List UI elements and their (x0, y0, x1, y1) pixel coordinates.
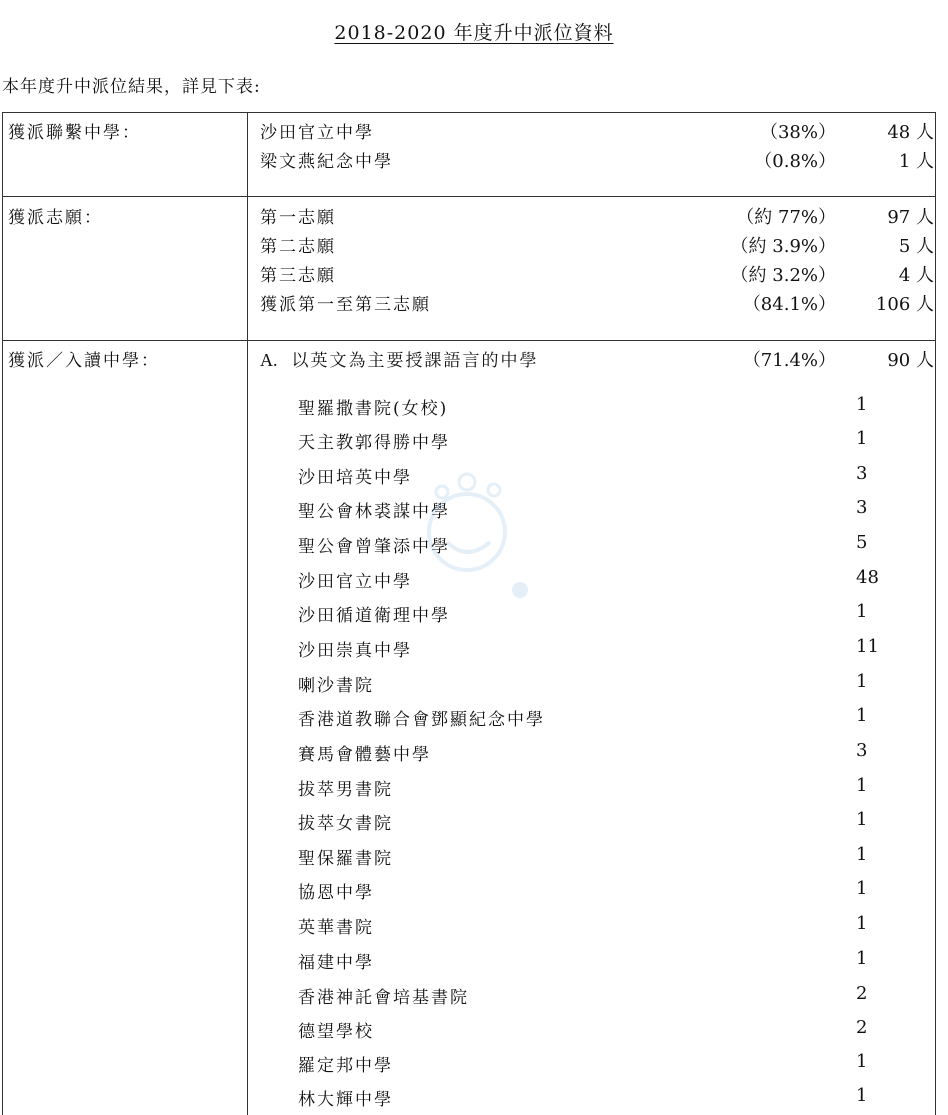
school-count: 1 (856, 394, 868, 415)
school-name: 拔萃男書院 (298, 780, 393, 800)
school-count: 1 (856, 913, 868, 934)
school-count: 1 (856, 809, 868, 830)
linked-school-count: 48 人 (887, 122, 934, 143)
choice-count: 97 人 (887, 207, 934, 228)
linked-school-count: 1 人 (898, 151, 934, 172)
school-count: 3 (856, 740, 868, 761)
choice-percent: （約 77%） (736, 207, 836, 228)
school-count: 48 (856, 567, 879, 588)
school-name: 賽馬會體藝中學 (298, 745, 431, 765)
linked-school-percent: （0.8%） (754, 151, 836, 172)
school-count: 11 (856, 636, 879, 657)
school-count: 1 (856, 775, 868, 796)
school-name: 沙田崇真中學 (298, 641, 412, 661)
school-count: 1 (856, 878, 868, 899)
school-name: 聖公會曾肇添中學 (298, 537, 450, 557)
school-count: 1 (856, 948, 868, 969)
school-name: 聖羅撒書院(女校) (298, 399, 449, 419)
section-label-linked: 獲派聯繫中學： (8, 123, 141, 143)
school-name: 沙田循道衛理中學 (298, 606, 450, 626)
choice-name: 第三志願 (260, 266, 336, 286)
school-name: 福建中學 (298, 953, 374, 973)
category-marker: A. (260, 350, 278, 370)
category-count: 90 人 (887, 350, 934, 371)
linked-school-name: 沙田官立中學 (260, 123, 374, 143)
category-a-heading (260, 346, 539, 371)
choice-percent: （84.1%） (742, 294, 836, 315)
table-divider-2 (2, 340, 936, 341)
school-count: 1 (856, 1051, 868, 1072)
table-border-top (2, 112, 936, 113)
school-name: 沙田官立中學 (298, 572, 412, 592)
section-label-choices: 獲派志願： (8, 208, 103, 228)
table-column-divider (247, 112, 248, 1115)
school-name: 拔萃女書院 (298, 814, 393, 834)
school-count: 1 (856, 1085, 868, 1106)
school-name: 天主教郭得勝中學 (298, 433, 450, 453)
linked-school-percent: （38%） (759, 122, 836, 143)
intro-text: 本年度升中派位結果，詳見下表: (2, 77, 261, 97)
choice-name: 第一志願 (260, 208, 336, 228)
school-name: 德望學校 (298, 1022, 374, 1042)
table-border-right (935, 112, 936, 1115)
school-name: 喇沙書院 (298, 676, 374, 696)
school-name: 香港道教聯合會鄧顯紀念中學 (298, 710, 545, 730)
choice-count: 106 人 (875, 294, 934, 315)
school-count: 2 (856, 983, 868, 1004)
school-count: 2 (856, 1017, 868, 1038)
category-name: 以英文為主要授課語言的中學 (291, 351, 539, 371)
linked-school-name: 梁文燕紀念中學 (260, 152, 393, 172)
table-border-left (2, 112, 3, 1115)
section-label-allocated: 獲派／入讀中學： (8, 351, 160, 371)
school-name: 沙田培英中學 (298, 468, 412, 488)
school-count: 1 (856, 844, 868, 865)
school-name: 羅定邦中學 (298, 1056, 393, 1076)
choice-percent: （約 3.9%） (730, 236, 836, 257)
school-count: 3 (856, 463, 868, 484)
choice-name: 獲派第一至第三志願 (260, 295, 431, 315)
school-name: 英華書院 (298, 918, 374, 938)
category-percent: （71.4%） (742, 350, 836, 371)
school-count: 5 (856, 532, 868, 553)
choice-percent: （約 3.2%） (730, 265, 836, 286)
choice-count: 4 人 (898, 265, 934, 286)
school-count: 1 (856, 428, 868, 449)
school-name: 林大輝中學 (298, 1090, 393, 1110)
choice-name: 第二志願 (260, 237, 336, 257)
table-divider-1 (2, 196, 936, 197)
school-name: 協恩中學 (298, 883, 374, 903)
page-title: 2018-2020 年度升中派位資料 (334, 22, 614, 44)
school-count: 1 (856, 705, 868, 726)
school-count: 1 (856, 671, 868, 692)
school-name: 聖公會林裘謀中學 (298, 502, 450, 522)
school-count: 1 (856, 601, 868, 622)
school-count: 3 (856, 497, 868, 518)
school-name: 聖保羅書院 (298, 849, 393, 869)
school-name: 香港神託會培基書院 (298, 988, 469, 1008)
choice-count: 5 人 (898, 236, 934, 257)
